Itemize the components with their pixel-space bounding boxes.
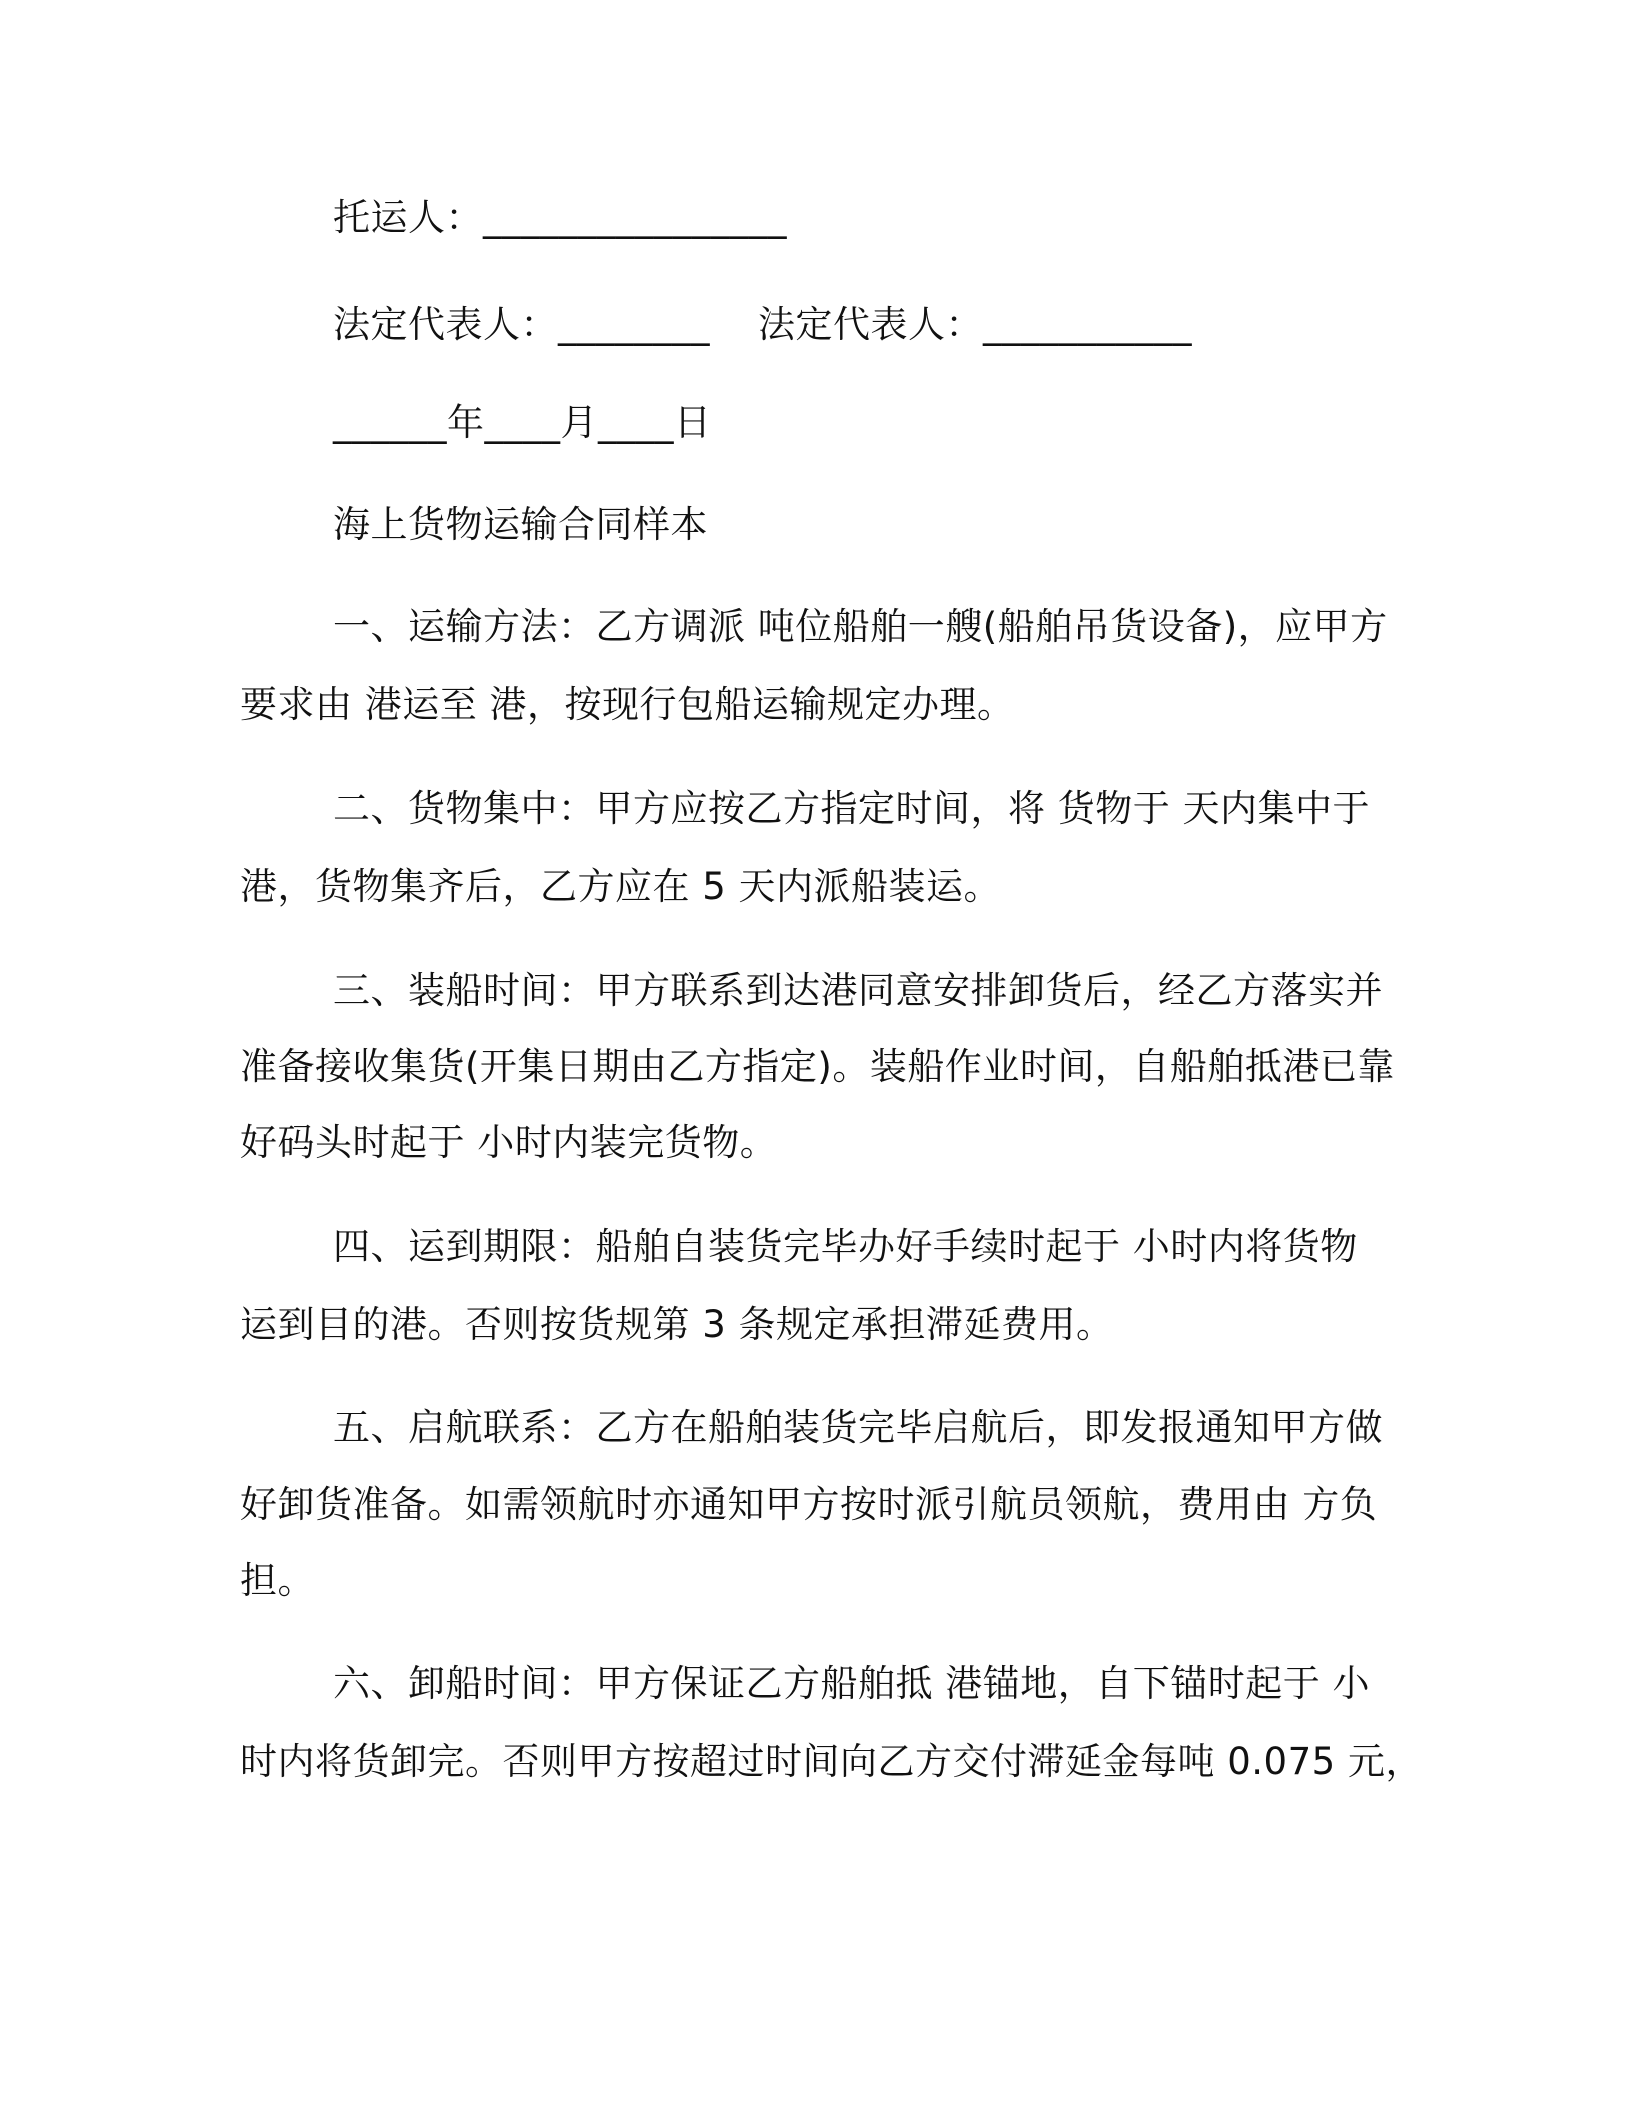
clause-3-line-1: 三、装船时间：甲方联系到达港同意安排卸货后，经乙方落实并	[333, 969, 1383, 1012]
date-line: ______年____月____日	[333, 401, 712, 444]
legal-representative-row	[333, 300, 1192, 350]
clause-5-line-1: 五、启航联系：乙方在船舶装货完毕启航后，即发报通知甲方做	[333, 1406, 1383, 1449]
clause-5-line-2: 好卸货准备。如需领航时亦通知甲方按时派引航员领航，费用由 方负	[240, 1483, 1378, 1526]
clause-4-line-2: 运到目的港。否则按货规第 3 条规定承担滞延费用。	[240, 1303, 1114, 1346]
clause-2-line-2: 港，货物集齐后，乙方应在 5 天内派船装运。	[240, 865, 1002, 908]
clause-3-line-2: 准备接收集货(开集日期由乙方指定)。装船作业时间，自船舶抵港已靠	[240, 1045, 1395, 1088]
clause-6-line-1: 六、卸船时间：甲方保证乙方船舶抵 港锚地，自下锚时起于 小	[333, 1662, 1371, 1705]
legal-representative-left: 法定代表人：________	[333, 303, 710, 346]
clause-2-line-1: 二、货物集中：甲方应按乙方指定时间，将 货物于 天内集中于	[333, 787, 1371, 830]
clause-1-line-2: 要求由 港运至 港，按现行包船运输规定办理。	[240, 683, 1015, 726]
clause-5-line-3: 担。	[240, 1559, 315, 1602]
clause-1-line-1: 一、运输方法：乙方调派 吨位船舶一艘(船舶吊货设备)，应甲方	[333, 605, 1388, 648]
clause-6-line-2: 时内将货卸完。否则甲方按超过时间向乙方交付滞延金每吨 0.075 元，	[240, 1740, 1423, 1783]
legal-representative-right: 法定代表人：___________	[758, 303, 1192, 346]
document-title: 海上货物运输合同样本	[333, 503, 708, 546]
clause-4-line-1: 四、运到期限：船舶自装货完毕办好手续时起于 小时内将货物	[333, 1225, 1358, 1268]
shipper-signature-line: 托运人：________________	[333, 196, 787, 239]
clause-3-line-3: 好码头时起于 小时内装完货物。	[240, 1121, 778, 1164]
